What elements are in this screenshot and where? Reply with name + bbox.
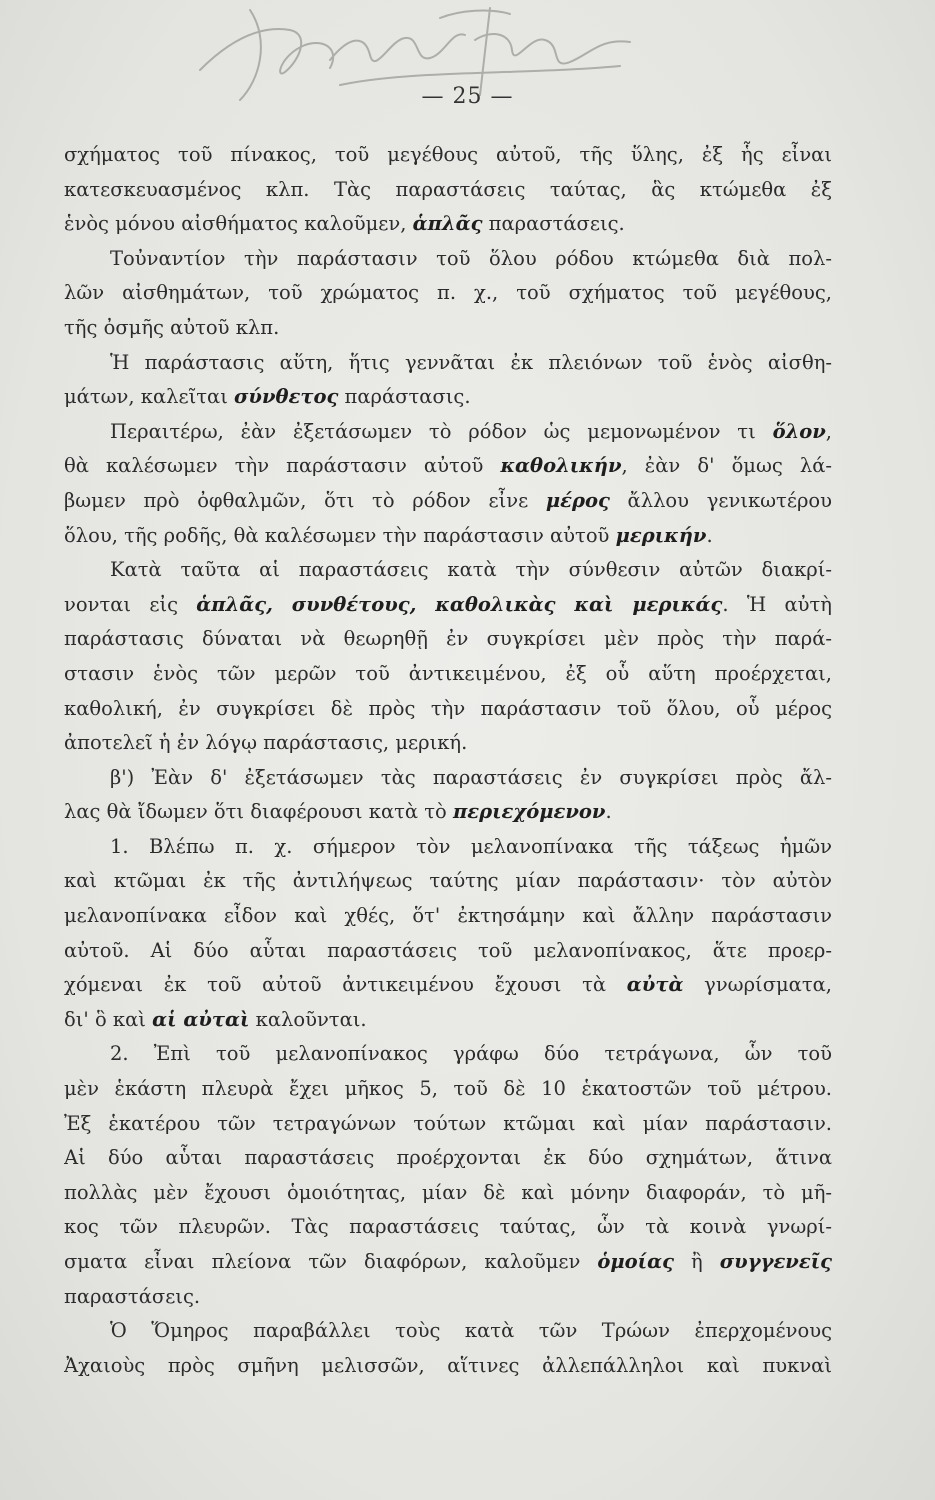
text-line [64, 484, 832, 519]
text-segment: 2. Ἐπὶ τοῦ μελανοπίνακος γράφω δύο τετράγωνα, ὧν τοῦ [110, 1042, 832, 1066]
text-line [64, 1210, 832, 1245]
text-line [64, 1003, 832, 1038]
emphasized-term: καθολικήν [500, 454, 622, 478]
emphasized-term: ἁπλᾶς [412, 212, 483, 236]
text-segment: ἄλλου γενικωτέρου [609, 488, 832, 512]
text-segment: 1. Βλέπω π. χ. σήμερον τὸν μελανοπίνακα τῆς τάξεως ἡμῶν [110, 834, 832, 858]
text-segment: ὅλου, τῆς ροδῆς, θὰ καλέσωμεν τὴν παράστασιν αὐτοῦ [64, 523, 616, 547]
text-line [64, 173, 832, 208]
text-segment: λας θὰ ἴδωμεν ὅτι διαφέρουσι κατὰ τὸ [64, 800, 454, 824]
text-segment: θὰ καλέσωμεν τὴν παράστασιν αὐτοῦ [64, 454, 501, 478]
text-segment: μάτων, καλεῖται [64, 385, 235, 409]
text-line [64, 380, 832, 415]
text-segment: β') Ἐὰν δ' ἐξετάσωμεν τὰς παραστάσεις ἐν συγκρίσει πρὸς ἄλ- [110, 765, 832, 789]
text-line [64, 415, 832, 450]
text-segment: χόμεναι ἐκ τοῦ αὐτοῦ ἀντικειμένου ἔχουσι τὰ [64, 973, 627, 997]
text-line [64, 242, 832, 277]
emphasized-term: συγγενεῖς [719, 1250, 832, 1273]
text-segment: Τοὐναντίον τὴν παράστασιν τοῦ ὅλου ρόδου κτώμεθα διὰ πολ- [110, 246, 832, 270]
text-line [64, 1176, 832, 1211]
text-line [64, 795, 832, 830]
text-line [64, 588, 832, 623]
emphasized-term: περιεχόμενον [453, 800, 606, 824]
emphasized-term: ὅλον [772, 419, 826, 443]
text-segment: μελανοπίνακα εἶδον καὶ χθές, ὅτ' ἐκτησάμην καὶ ἄλλην παράστασιν [64, 904, 832, 928]
text-segment: δι' ὃ καὶ [64, 1007, 153, 1031]
text-line [64, 1037, 832, 1072]
text-segment: . [605, 800, 612, 824]
text-segment: ἑνὸς μόνου αἰσθήματος καλοῦμεν, [64, 212, 413, 236]
text-segment: παράστασις. [338, 385, 471, 409]
text-line [64, 657, 832, 692]
text-segment: κατεσκευασμένος κλπ. Τὰς παραστάσεις ταύτας, ἃς κτώμεθα ἐξ [64, 177, 832, 201]
text-segment: μὲν ἑκάστη πλευρὰ ἔχει μῆκος 5, τοῦ δὲ 10 ἑκατοστῶν τοῦ μέτρου. [64, 1077, 832, 1101]
emphasized-term: ἁπλᾶς, συνθέτους, καθολικὰς καὶ μερικάς [196, 592, 723, 616]
text-segment: Περαιτέρω, ἐὰν ἐξετάσωμεν τὸ ρόδον ὡς μεμονωμένον τι [110, 419, 773, 443]
text-segment: Κατὰ ταῦτα αἱ παραστάσεις κατὰ τὴν σύνθεσιν αὐτῶν διακρί- [110, 558, 832, 582]
text-segment: Ἀχαιοὺς πρὸς σμῆνη μελισσῶν, αἵτινες ἀλλεπάλληλοι καὶ πυκναὶ [64, 1353, 832, 1377]
emphasized-term: αὐτὰ [626, 973, 684, 997]
text-segment: ἀποτελεῖ ἡ ἐν λόγῳ παράστασις, μερική. [64, 731, 468, 755]
text-segment: Ἐξ ἑκατέρου τῶν τετραγώνων τούτων κτῶμαι καὶ μίαν παράστασιν. [64, 1111, 832, 1135]
text-line [64, 519, 832, 554]
emphasized-term: αἱ αὐταὶ [152, 1007, 250, 1031]
text-segment: Αἱ δύο αὗται παραστάσεις προέρχονται ἐκ δύο σχημάτων, ἅτινα [64, 1146, 832, 1170]
text-segment: γνωρίσματα, [683, 973, 832, 997]
text-segment: σχήματος τοῦ πίνακος, τοῦ μεγέθους αὐτοῦ, τῆς ὕλης, ἐξ ἧς εἶναι [64, 143, 832, 166]
text-line [64, 1349, 832, 1384]
text-segment: παραστάσεις. [64, 1284, 201, 1308]
text-segment: παράστασις δύναται νὰ θεωρηθῇ ἐν συγκρίσει μὲν πρὸς τὴν παρά- [64, 627, 832, 651]
text-segment: , [825, 419, 832, 443]
text-line [64, 1280, 832, 1315]
text-segment: στασιν ἑνὸς τῶν μερῶν τοῦ ἀντικειμένου, ἐξ οὗ αὕτη προέρχεται, [64, 661, 832, 685]
text-line [64, 899, 832, 934]
emphasized-term: μέρος [545, 488, 610, 512]
text-line [64, 311, 832, 346]
text-segment: ἢ [674, 1250, 720, 1273]
text-line [64, 934, 832, 969]
text-segment: νονται εἰς [64, 592, 197, 616]
text-line [64, 1314, 832, 1349]
text-segment: . Ἡ αὐτὴ [722, 592, 832, 616]
text-line [64, 622, 832, 657]
text-segment: παραστάσεις. [482, 212, 625, 236]
text-segment: Ὁ Ὅμηρος παραβάλλει τοὺς κατὰ τῶν Τρώων ἐπερχομένους [110, 1319, 832, 1343]
text-segment: Ἡ παράστασις αὕτη, ἥτις γεννᾶται ἐκ πλειόνων τοῦ ἑνὸς αἰσθη- [110, 350, 832, 374]
text-segment: κος τῶν πλευρῶν. Τὰς παραστάσεις ταύτας, ὧν τὰ κοινὰ γνωρί- [64, 1215, 832, 1239]
text-line [64, 692, 832, 727]
text-segment: βωμεν πρὸ ὀφθαλμῶν, ὅτι τὸ ρόδον εἶνε [64, 488, 546, 512]
text-line [64, 1072, 832, 1107]
text-line [64, 830, 832, 865]
text-line [64, 761, 832, 796]
text-line [64, 207, 832, 242]
text-line [64, 864, 832, 899]
text-line [64, 138, 832, 173]
text-line [64, 1245, 832, 1280]
text-line [64, 726, 832, 761]
text-segment: τῆς ὀσμῆς αὐτοῦ κλπ. [64, 315, 280, 339]
text-line [64, 1107, 832, 1142]
text-line [64, 1141, 832, 1176]
text-segment: καθολική, ἐν συγκρίσει δὲ πρὸς τὴν παράστασιν τοῦ ὅλου, οὗ μέρος [64, 696, 832, 720]
text-segment: . [706, 523, 713, 547]
text-segment: αὐτοῦ. Αἱ δύο αὗται παραστάσεις τοῦ μελανοπίνακος, ἅτε προερ- [64, 938, 832, 962]
body-text [64, 138, 832, 1383]
text-line [64, 968, 832, 1003]
text-line [64, 553, 832, 588]
text-segment: σματα εἶναι πλείονα τῶν διαφόρων, καλοῦμεν [64, 1250, 598, 1273]
text-segment: λῶν αἰσθημάτων, τοῦ χρώματος π. χ., τοῦ σχήματος τοῦ μεγέθους, [64, 281, 832, 305]
text-segment: πολλὰς μὲν ἔχουσι ὁμοιότητας, μίαν δὲ καὶ μόνην διαφοράν, τὸ μῆ- [64, 1180, 832, 1204]
text-line [64, 276, 832, 311]
page-number: — 25 — [421, 84, 514, 109]
emphasized-term: μερικήν [615, 523, 707, 547]
text-line [64, 449, 832, 484]
text-segment: καλοῦνται. [249, 1007, 367, 1031]
text-segment: καὶ κτῶμαι ἐκ τῆς ἀντιλήψεως ταύτης μίαν παράστασιν· τὸν αὐτὸν [64, 869, 832, 893]
emphasized-term: ὁμοίας [597, 1250, 674, 1273]
text-segment: , ἐὰν δ' ὅμως λά- [621, 454, 832, 478]
emphasized-term: σύνθετος [234, 385, 339, 409]
text-line [64, 346, 832, 381]
